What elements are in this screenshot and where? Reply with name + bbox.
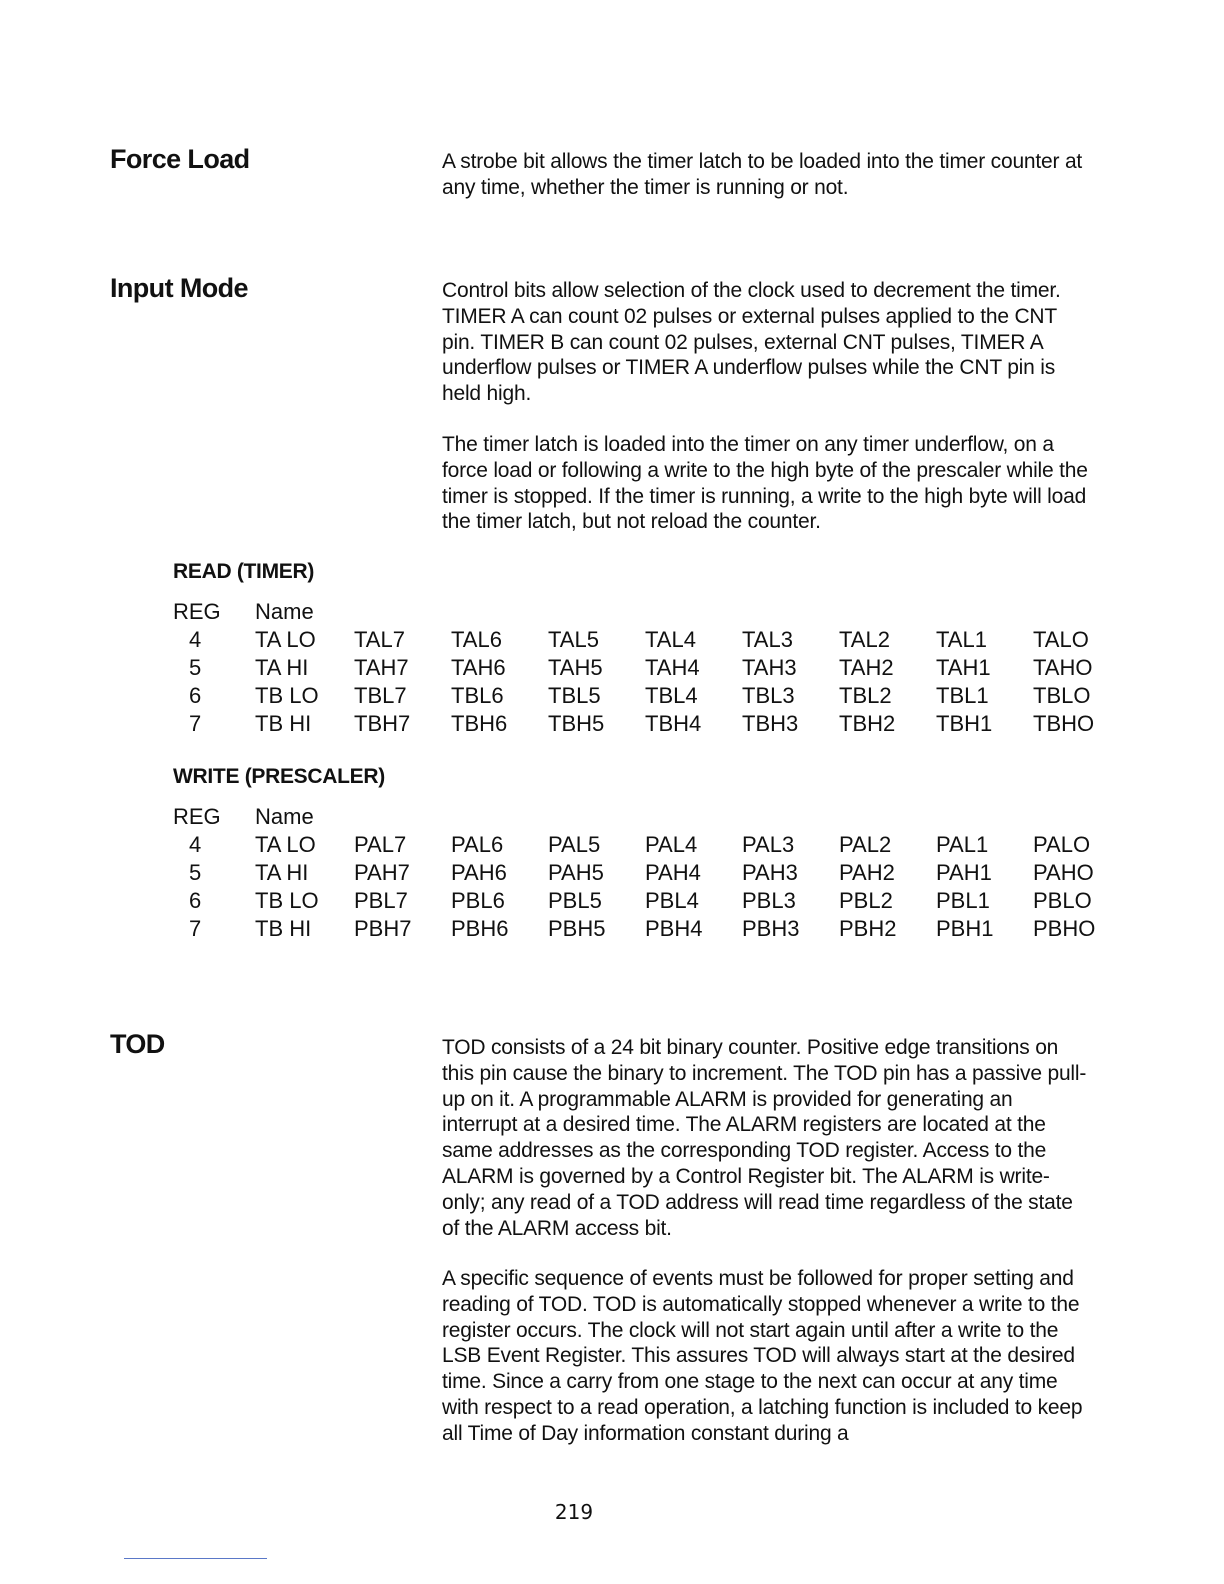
bit-cell: TBL6 bbox=[451, 683, 504, 708]
table-header-row bbox=[173, 803, 1095, 831]
bit-cell: PBH5 bbox=[548, 916, 606, 941]
reg-number: 7 bbox=[189, 711, 202, 736]
bit-cell: PALO bbox=[1033, 832, 1091, 857]
bit-cell: PAL2 bbox=[839, 832, 892, 857]
table-row bbox=[173, 831, 1095, 859]
bit-cell: PAH5 bbox=[548, 860, 604, 885]
bit-cell: TAH4 bbox=[645, 655, 700, 680]
bit-cell: PBL2 bbox=[839, 888, 893, 913]
tod-paragraph-2: A specific sequence of events must be followed for proper setting and reading of TOD. TOD is automatically stopped whenever a write to the register occurs. The clock will not start again until after a write to the LSB Event Register. This assures TOD will always start at the desired time. Since a carry from one stage to the next can occur at any time with respect to a read operation, a latching function is included to keep all Time of Day information constant during a bbox=[442, 1267, 1083, 1445]
reg-number: 6 bbox=[189, 683, 202, 708]
bit-cell: TBL4 bbox=[645, 683, 698, 708]
bit-cell: PAL6 bbox=[451, 832, 504, 857]
bit-cell: TAH3 bbox=[742, 655, 797, 680]
bit-cell: TBL3 bbox=[742, 683, 795, 708]
bit-cell: PAL5 bbox=[548, 832, 601, 857]
reg-column-header: REG bbox=[173, 804, 221, 829]
bit-cell: PAH3 bbox=[742, 860, 798, 885]
bit-cell: PAH7 bbox=[354, 860, 410, 885]
tod-heading: TOD bbox=[110, 1029, 165, 1059]
bit-cell: PBL1 bbox=[936, 888, 990, 913]
reg-number: 6 bbox=[189, 888, 202, 913]
bit-cell: TAL3 bbox=[742, 627, 793, 652]
bit-cell: PAH2 bbox=[839, 860, 895, 885]
register-name: TB HI bbox=[255, 711, 312, 736]
bit-cell: TAH1 bbox=[936, 655, 991, 680]
bit-cell: TAH5 bbox=[548, 655, 603, 680]
bit-cell: TAL6 bbox=[451, 627, 502, 652]
read-register-table bbox=[173, 598, 1094, 738]
bit-cell: TAH6 bbox=[451, 655, 506, 680]
reg-number: 4 bbox=[189, 832, 202, 857]
bit-cell: TAHO bbox=[1033, 655, 1093, 680]
bit-cell: PBL3 bbox=[742, 888, 796, 913]
name-column-header: Name bbox=[255, 804, 314, 829]
reg-number: 5 bbox=[189, 655, 202, 680]
write-register-table bbox=[173, 803, 1095, 943]
bit-cell: TBL7 bbox=[354, 683, 407, 708]
register-name: TA HI bbox=[255, 655, 309, 680]
table-row bbox=[173, 682, 1094, 710]
bit-cell: TAL1 bbox=[936, 627, 987, 652]
bit-cell: TAH2 bbox=[839, 655, 894, 680]
bit-cell: TBL1 bbox=[936, 683, 989, 708]
bit-cell: PBH2 bbox=[839, 916, 897, 941]
name-column-header: Name bbox=[255, 599, 314, 624]
bit-cell: PAL3 bbox=[742, 832, 795, 857]
register-name: TA HI bbox=[255, 860, 309, 885]
input-mode-paragraph-2: The timer latch is loaded into the timer on any timer underflow, on a force load or following a write to the high byte of the prescaler while the timer is stopped. If the timer is running, a write to the high byte will load the timer latch, but not reload the counter. bbox=[442, 433, 1088, 534]
footer-divider bbox=[124, 1558, 267, 1559]
write-table-title: WRITE (PRESCALER) bbox=[173, 765, 385, 788]
bit-cell: PBH3 bbox=[742, 916, 800, 941]
bit-cell: PAL4 bbox=[645, 832, 698, 857]
table-row bbox=[173, 654, 1094, 682]
bit-cell: PBH6 bbox=[451, 916, 509, 941]
table-row bbox=[173, 859, 1095, 887]
input-mode-heading: Input Mode bbox=[110, 273, 248, 303]
reg-number: 7 bbox=[189, 916, 202, 941]
bit-cell: TBHO bbox=[1033, 711, 1095, 736]
bit-cell: TBL5 bbox=[548, 683, 601, 708]
bit-cell: PBL4 bbox=[645, 888, 699, 913]
bit-cell: TAL7 bbox=[354, 627, 405, 652]
bit-cell: PAH6 bbox=[451, 860, 507, 885]
register-name: TB LO bbox=[255, 683, 319, 708]
bit-cell: PBH4 bbox=[645, 916, 703, 941]
table-row bbox=[173, 915, 1095, 943]
register-name: TA LO bbox=[255, 627, 316, 652]
bit-cell: TBH1 bbox=[936, 711, 993, 736]
reg-column-header: REG bbox=[173, 599, 221, 624]
tod-paragraph-1: TOD consists of a 24 bit binary counter. Positive edge transitions on this pin cause the binary to increment. The TOD pin has a passive pull-up on it. A programmable ALARM is provided for generating an interrupt at a desired time. The ALARM registers are located at the same addresses as the corresponding TOD register. Access to the ALARM is governed by a Control Register bit. The ALARM is write-only; any read of a TOD address will read time regardless of the state of the ALARM access bit. bbox=[442, 1036, 1087, 1240]
bit-cell: TBH7 bbox=[354, 711, 411, 736]
page-number: 219 bbox=[554, 1500, 594, 1524]
bit-cell: PBH1 bbox=[936, 916, 994, 941]
table-row bbox=[173, 626, 1094, 654]
bit-cell: TBH3 bbox=[742, 711, 799, 736]
bit-cell: TALO bbox=[1033, 627, 1089, 652]
bit-cell: TAL5 bbox=[548, 627, 599, 652]
bit-cell: TBL2 bbox=[839, 683, 892, 708]
register-name: TA LO bbox=[255, 832, 316, 857]
bit-cell: TBH6 bbox=[451, 711, 508, 736]
bit-cell: PBLO bbox=[1033, 888, 1092, 913]
bit-cell: PBL6 bbox=[451, 888, 505, 913]
bit-cell: TAL2 bbox=[839, 627, 890, 652]
bit-cell: PAH4 bbox=[645, 860, 701, 885]
bit-cell: TAH7 bbox=[354, 655, 409, 680]
bit-cell: PAL7 bbox=[354, 832, 407, 857]
reg-number: 4 bbox=[189, 627, 202, 652]
register-name: TB HI bbox=[255, 916, 312, 941]
bit-cell: PBH7 bbox=[354, 916, 412, 941]
bit-cell: PAL1 bbox=[936, 832, 989, 857]
bit-cell: PBHO bbox=[1033, 916, 1096, 941]
force-load-text: A strobe bit allows the timer latch to be loaded into the timer counter at any time, whether the timer is running or not. bbox=[442, 150, 1083, 199]
bit-cell: PBL5 bbox=[548, 888, 602, 913]
table-row bbox=[173, 710, 1094, 738]
table-row bbox=[173, 887, 1095, 915]
read-table-title: READ (TIMER) bbox=[173, 560, 315, 583]
bit-cell: TAL4 bbox=[645, 627, 696, 652]
table-header-row bbox=[173, 598, 1094, 626]
bit-cell: PAH1 bbox=[936, 860, 992, 885]
bit-cell: PAHO bbox=[1033, 860, 1094, 885]
register-name: TB LO bbox=[255, 888, 319, 913]
bit-cell: TBH4 bbox=[645, 711, 702, 736]
bit-cell: TBH2 bbox=[839, 711, 896, 736]
reg-number: 5 bbox=[189, 860, 202, 885]
bit-cell: TBLO bbox=[1033, 683, 1091, 708]
force-load-heading: Force Load bbox=[110, 144, 250, 174]
bit-cell: TBH5 bbox=[548, 711, 605, 736]
input-mode-paragraph-1: Control bits allow selection of the clock used to decrement the timer. TIMER A can count 02 pulses or external pulses applied to the CNT pin. TIMER B can count 02 pulses, external CNT pulses, TIMER A underflow pulses or TIMER A underflow pulses while the CNT pin is held high. bbox=[442, 279, 1061, 406]
bit-cell: PBL7 bbox=[354, 888, 408, 913]
